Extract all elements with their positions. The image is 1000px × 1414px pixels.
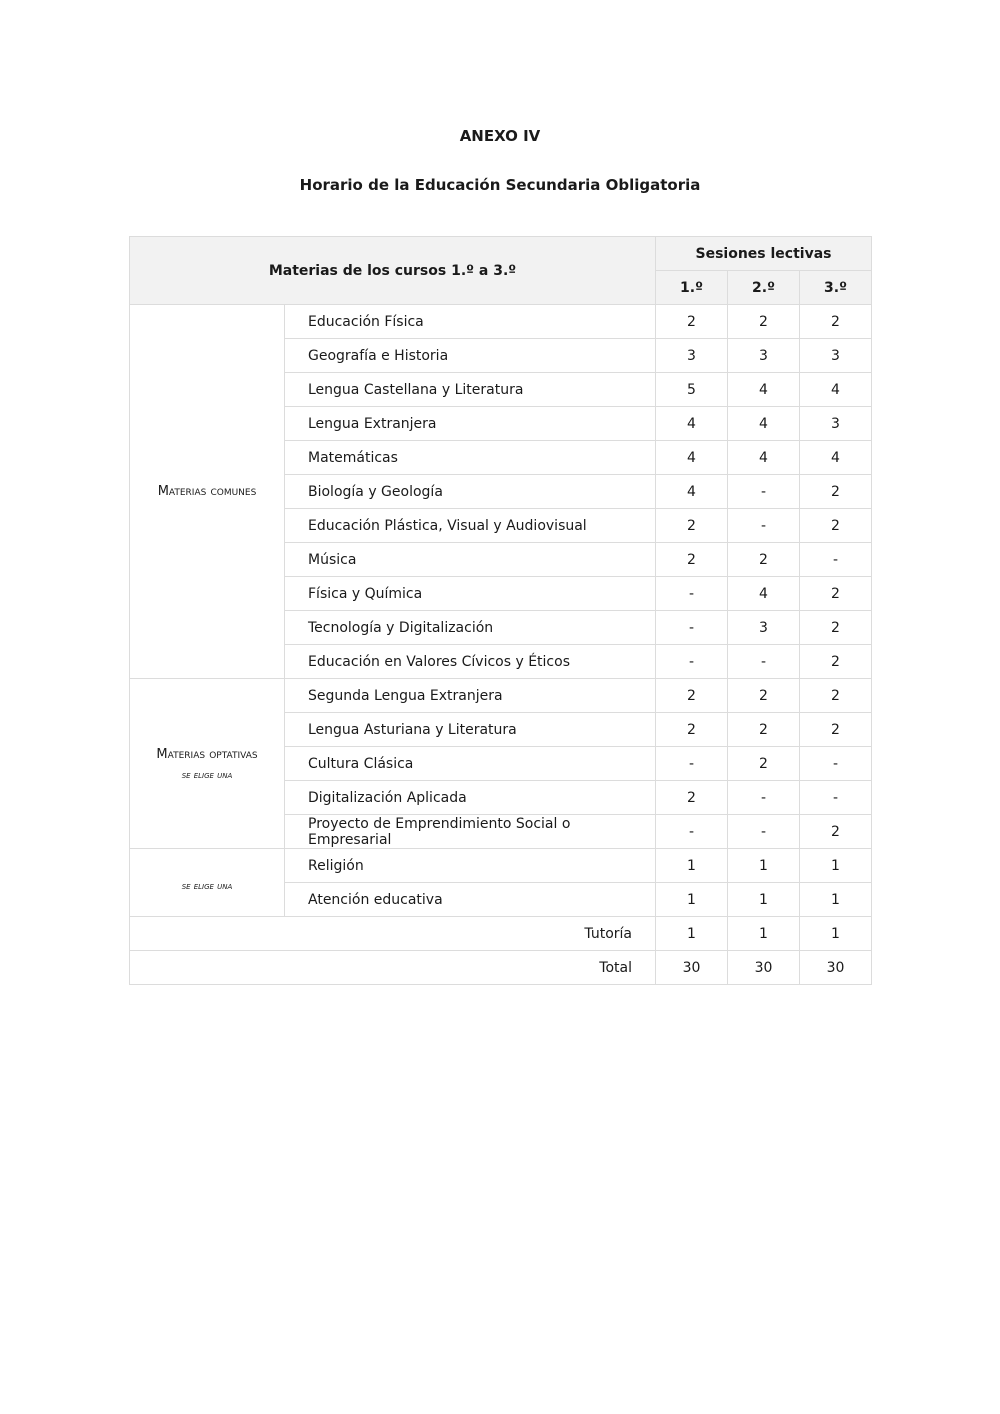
subject-name: Lengua Castellana y Literatura — [285, 373, 656, 407]
session-value: 2 — [800, 815, 872, 849]
document-title: Horario de la Educación Secundaria Obligatoria — [299, 176, 701, 194]
subject-name: Atención educativa — [285, 883, 656, 917]
session-value: - — [800, 543, 872, 577]
session-value: 4 — [800, 373, 872, 407]
subject-name: Física y Química — [285, 577, 656, 611]
session-value: - — [800, 747, 872, 781]
session-value: 2 — [656, 543, 728, 577]
annex-title: ANEXO IV — [459, 127, 541, 145]
session-value: - — [656, 645, 728, 679]
session-value: 3 — [656, 339, 728, 373]
table-row — [130, 679, 872, 713]
group-note: se elige una — [181, 881, 233, 892]
total-value: 30 — [728, 951, 800, 985]
group-cell — [130, 679, 285, 849]
session-value: 5 — [656, 373, 728, 407]
session-value: 3 — [728, 611, 800, 645]
session-value: 4 — [656, 475, 728, 509]
session-value: 1 — [800, 849, 872, 883]
session-value: 2 — [800, 611, 872, 645]
subject-name: Religión — [285, 849, 656, 883]
table-header — [130, 237, 872, 305]
total-value: 30 — [656, 951, 728, 985]
session-value: - — [728, 781, 800, 815]
course-header: 3.º — [800, 271, 872, 305]
session-value: 2 — [728, 679, 800, 713]
session-value: 1 — [728, 883, 800, 917]
table-row — [130, 305, 872, 339]
subjects-header: Materias de los cursos 1.º a 3.º — [130, 237, 656, 305]
session-value: - — [656, 611, 728, 645]
subject-name: Música — [285, 543, 656, 577]
session-value: 2 — [656, 679, 728, 713]
session-value: 1 — [800, 883, 872, 917]
session-value: 2 — [800, 713, 872, 747]
session-value: 2 — [656, 781, 728, 815]
session-value: 2 — [800, 475, 872, 509]
table-body — [130, 305, 872, 985]
session-value: 1 — [728, 849, 800, 883]
session-value: 2 — [656, 713, 728, 747]
session-value: - — [728, 645, 800, 679]
group-cell — [130, 305, 285, 679]
session-value: 4 — [656, 407, 728, 441]
subject-name: Matemáticas — [285, 441, 656, 475]
session-value: 3 — [728, 339, 800, 373]
sessions-header: Sesiones lectivas — [656, 237, 872, 271]
subject-name: Lengua Extranjera — [285, 407, 656, 441]
subject-name: Tecnología y Digitalización — [285, 611, 656, 645]
subject-name: Geografía e Historia — [285, 339, 656, 373]
subject-name: Segunda Lengua Extranjera — [285, 679, 656, 713]
group-note: se elige una — [181, 769, 233, 781]
session-value: 4 — [728, 373, 800, 407]
tutoria-value: 1 — [800, 917, 872, 951]
subject-name: Proyecto de Emprendimiento Social o Empresarial — [285, 815, 656, 849]
subject-name: Educación Física — [285, 305, 656, 339]
session-value: 2 — [800, 509, 872, 543]
session-value: - — [728, 509, 800, 543]
session-value: 2 — [728, 747, 800, 781]
session-value: 2 — [800, 645, 872, 679]
tutoria-label: Tutoría — [130, 917, 656, 951]
schedule-table — [129, 236, 872, 985]
course-header: 1.º — [656, 271, 728, 305]
total-label: Total — [130, 951, 656, 985]
subject-name: Lengua Asturiana y Literatura — [285, 713, 656, 747]
session-value: 2 — [728, 305, 800, 339]
subject-name: Biología y Geología — [285, 475, 656, 509]
subject-name: Cultura Clásica — [285, 747, 656, 781]
tutoria-value: 1 — [656, 917, 728, 951]
session-value: 4 — [656, 441, 728, 475]
session-value: 4 — [728, 441, 800, 475]
session-value: - — [656, 747, 728, 781]
group-cell — [130, 849, 285, 917]
session-value: - — [656, 815, 728, 849]
tutoria-value: 1 — [728, 917, 800, 951]
session-value: - — [800, 781, 872, 815]
session-value: 4 — [728, 577, 800, 611]
session-value: 2 — [728, 713, 800, 747]
session-value: - — [656, 577, 728, 611]
session-value: - — [728, 815, 800, 849]
session-value: 2 — [800, 305, 872, 339]
table-row — [130, 849, 872, 883]
session-value: - — [728, 475, 800, 509]
session-value: 4 — [800, 441, 872, 475]
session-value: 2 — [656, 509, 728, 543]
session-value: 3 — [800, 339, 872, 373]
session-value: 2 — [728, 543, 800, 577]
session-value: 1 — [656, 849, 728, 883]
subject-name: Digitalización Aplicada — [285, 781, 656, 815]
total-value: 30 — [800, 951, 872, 985]
subject-name: Educación en Valores Cívicos y Éticos — [285, 645, 656, 679]
session-value: 3 — [800, 407, 872, 441]
tutoria-row — [130, 917, 872, 951]
subject-name: Educación Plástica, Visual y Audiovisual — [285, 509, 656, 543]
session-value: 4 — [728, 407, 800, 441]
course-header: 2.º — [728, 271, 800, 305]
group-label: Materias comunes — [157, 484, 257, 499]
session-value: 2 — [800, 577, 872, 611]
session-value: 2 — [800, 679, 872, 713]
session-value: 1 — [656, 883, 728, 917]
total-row — [130, 951, 872, 985]
group-label: Materias optativas — [156, 746, 258, 762]
session-value: 2 — [656, 305, 728, 339]
